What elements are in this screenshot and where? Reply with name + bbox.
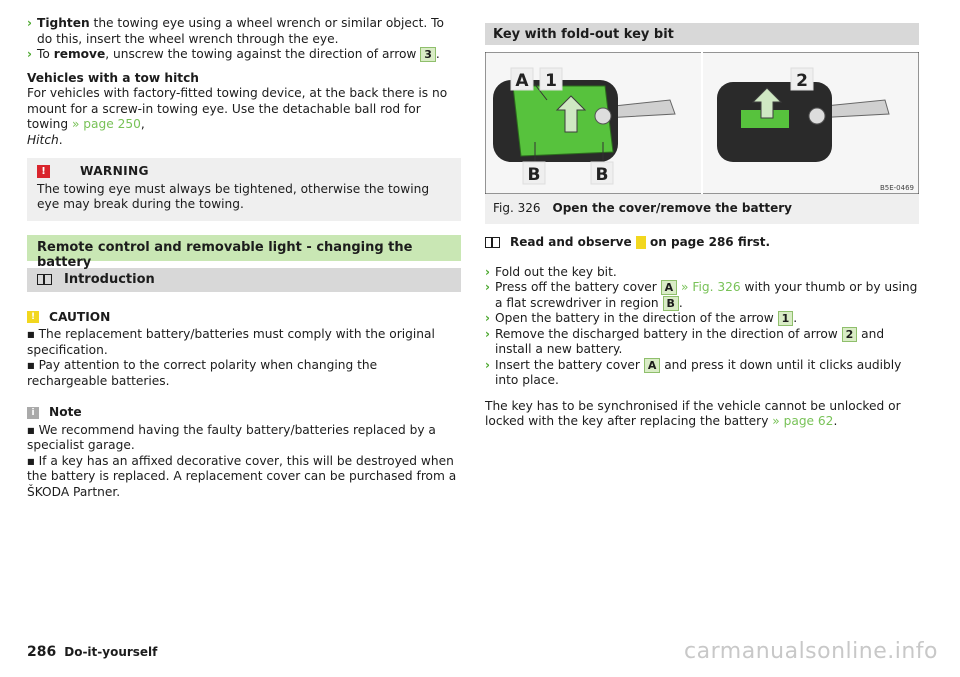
caution-icon xyxy=(636,236,646,249)
chevron-icon: › xyxy=(27,16,32,30)
step-item xyxy=(485,265,919,281)
read-text: Read and observe xyxy=(510,235,632,249)
step-remove xyxy=(27,47,461,63)
step-text: and press it down until it clicks audibly into place. xyxy=(495,357,902,387)
page-link[interactable]: » page 250 xyxy=(71,117,141,131)
chevron-icon: › xyxy=(485,280,490,294)
punct: . xyxy=(58,132,63,147)
chevron-icon: › xyxy=(485,326,490,341)
label-a: A xyxy=(515,71,529,91)
note-title: Note xyxy=(49,405,82,419)
watermark: carmanualsonline.info xyxy=(684,639,938,664)
step-text: and install a new battery. xyxy=(495,326,885,356)
chapter-name: Do-it-yourself xyxy=(64,645,158,659)
caution-title: CAUTION xyxy=(49,309,111,324)
step-text: Press off the battery cover xyxy=(495,280,661,294)
label-b-left: B xyxy=(527,165,541,185)
intro-title: Introduction xyxy=(64,271,155,287)
label-tag: 1 xyxy=(778,311,794,326)
punct: . xyxy=(678,295,683,310)
step-item xyxy=(485,280,919,311)
label-tag: A xyxy=(644,358,661,373)
step-text: Open the battery in the direction of the arrow xyxy=(495,311,778,325)
note-item: ■ We recommend having the faulty battery/batteries replaced by a specialist garage. xyxy=(27,423,461,454)
note-item: ■ If a key has an affixed decorative cover, this will be destroyed when the battery is replaced. A replacement cover can be purchased from a ŠKODA Partner. xyxy=(27,454,461,501)
read-observe xyxy=(485,235,919,251)
caution-icon: ! xyxy=(27,311,39,323)
hitch-paragraph xyxy=(27,71,461,149)
label-1: 1 xyxy=(545,71,557,91)
figure-number: Fig. 326 xyxy=(493,201,541,216)
step-text: , unscrew the towing against the direction of arrow xyxy=(105,47,421,61)
hitch-title: Vehicles with a tow hitch xyxy=(27,70,199,85)
page-link[interactable]: » page 62 xyxy=(772,414,834,428)
step-tighten xyxy=(27,16,461,47)
step-text: To xyxy=(37,47,54,61)
step-bold: remove xyxy=(53,47,106,61)
punct: , xyxy=(140,117,145,131)
chevron-icon: › xyxy=(485,264,490,279)
sync-paragraph xyxy=(485,399,919,430)
step-text: Insert the battery cover xyxy=(495,357,644,372)
section-title: Remote control and removable light - changing the battery xyxy=(27,235,461,261)
page-footer xyxy=(27,645,157,661)
label-tag: 2 xyxy=(842,327,858,342)
right-heading: Key with fold-out key bit xyxy=(485,23,919,45)
steps-list xyxy=(485,265,919,389)
figure-caption-text: Open the cover/remove the battery xyxy=(552,201,792,216)
book-icon xyxy=(37,274,52,285)
step-text: Fold out the key bit. xyxy=(495,264,617,279)
sync-text: The key has to be synchronised if the vehicle cannot be unlocked or locked with the key after replacing the battery xyxy=(485,398,901,428)
caution-item: ■ The replacement battery/batteries must comply with the original specification. xyxy=(27,327,461,358)
right-column xyxy=(485,23,919,430)
arrow-tag: 3 xyxy=(420,47,436,62)
figure-code: B5E-0469 xyxy=(879,184,914,192)
step-text: with your thumb or by using a flat screwdriver in region xyxy=(495,280,918,310)
figure-caption xyxy=(485,194,919,224)
read-text: on page 286 first. xyxy=(650,235,771,249)
step-bold: Tighten xyxy=(37,16,90,30)
step-item xyxy=(485,358,919,389)
key-figure xyxy=(485,52,919,194)
chevron-icon: › xyxy=(485,357,490,372)
info-icon: i xyxy=(27,407,39,419)
warning-title: WARNING xyxy=(80,164,149,178)
key-illustration xyxy=(485,52,919,194)
warning-icon: ! xyxy=(37,165,50,178)
caution-header xyxy=(27,310,461,326)
label-tag: A xyxy=(661,280,678,295)
hitch-text: For vehicles with factory-fitted towing device, at the back there is no mount for a screw-in towing eye. Use the detachable ball rod for towing xyxy=(27,86,448,131)
step-item xyxy=(485,327,919,358)
label-tag: B xyxy=(663,296,679,311)
intro-bar xyxy=(27,268,461,292)
step-item xyxy=(485,311,919,327)
label-2: 2 xyxy=(796,71,808,91)
chevron-icon: › xyxy=(485,311,490,325)
figure-link[interactable]: » Fig. 326 xyxy=(677,280,741,294)
caution-item: ■ Pay attention to the correct polarity when changing the rechargeable batteries. xyxy=(27,358,461,389)
punct: . xyxy=(793,311,798,325)
hitch-italic: Hitch xyxy=(27,132,59,147)
punct: . xyxy=(833,414,838,428)
warning-box xyxy=(27,158,461,221)
left-column xyxy=(27,16,461,500)
chevron-icon: › xyxy=(27,47,32,61)
warning-text: The towing eye must always be tightened, otherwise the towing eye may break during the towing. xyxy=(37,181,430,211)
book-icon xyxy=(485,237,500,248)
step-text: Remove the discharged battery in the direction of arrow xyxy=(495,326,842,341)
page-number: 286 xyxy=(27,644,57,660)
punct: . xyxy=(435,47,440,61)
note-header xyxy=(27,405,461,421)
label-b-right: B xyxy=(595,165,609,185)
step-text: the towing eye using a wheel wrench or similar object. To do this, insert the wheel wrench through the eye. xyxy=(37,16,444,46)
